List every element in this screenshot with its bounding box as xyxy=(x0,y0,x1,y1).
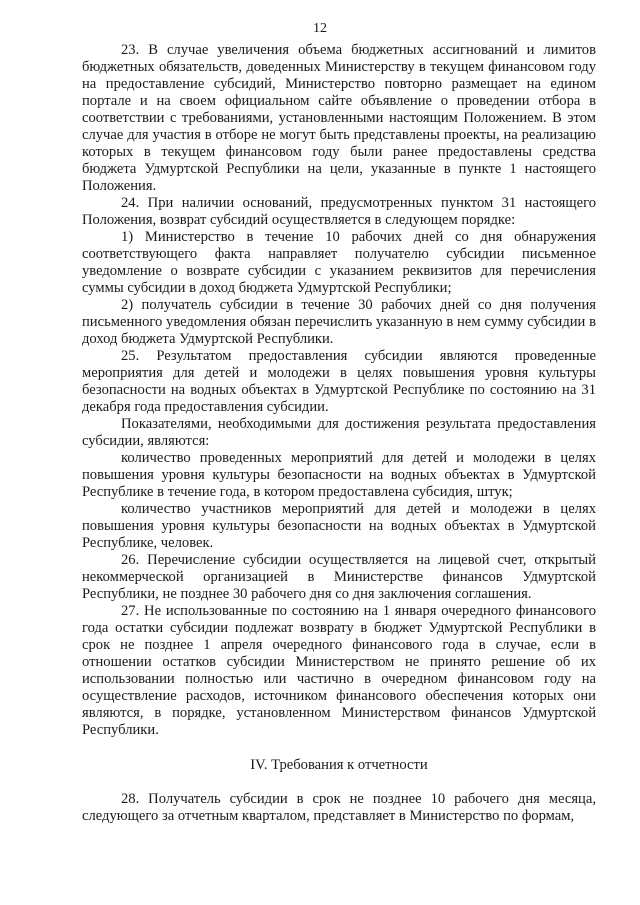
paragraph-25-indicators-intro: Показателями, необходимыми для достижения результата предоставления субсидии, являются: xyxy=(82,416,596,449)
page-number: 12 xyxy=(313,21,327,36)
paragraph-23: 23. В случае увеличения объема бюджетных ассигнований и лимитов бюджетных обязательств, доведенных Министерству в текущем финансовом году на предоставление субсидий, Министерство повторно размещает на едином портале и на своем официальном сайте объявление о проведении отбора в соответствии с требованиями, установленными настоящим Положением. В этом случае для участия в отборе не могут быть представлены проекты, на реализацию которых в текущем финансовом году были ранее предоставлены средства бюджета Удмуртской Республики на цели, указанные в пункте 1 настоящего Положения. xyxy=(82,42,596,194)
paragraph-26: 26. Перечисление субсидии осуществляется на лицевой счет, открытый некоммерческой организацией в Министерстве финансов Удмуртской Республики, не позднее 30 рабочего дня со дня заключения соглашения. xyxy=(82,552,596,602)
paragraph-25: 25. Результатом предоставления субсидии являются проведенные мероприятия для детей и молодежи в целях повышения уровня культуры безопасности на водных объектах в Удмуртской Республике по состоянию на 31 декабря года предоставления субсидии. xyxy=(82,348,596,415)
section-heading: IV. Требования к отчетности xyxy=(250,757,428,773)
paragraph-24: 24. При наличии оснований, предусмотренных пунктом 31 настоящего Положения, возврат субсидий осуществляется в следующем порядке: xyxy=(82,195,596,228)
paragraph-24-item-2: 2) получатель субсидии в течение 30 рабочих дней со дня получения письменного уведомления обязан перечислить указанную в нем сумму субсидии в доход бюджета Удмуртской Республики. xyxy=(82,297,596,347)
paragraph-25-indicator-participants: количество участников мероприятий для детей и молодежи в целях повышения уровня культуры безопасности на водных объектах в Удмуртской Республике, человек. xyxy=(82,501,596,551)
document-body xyxy=(82,42,596,825)
paragraph-28: 28. Получатель субсидии в срок не позднее 10 рабочего дня месяца, следующего за отчетным кварталом, представляет в Министерство по формам, xyxy=(82,791,596,824)
paragraph-27: 27. Не использованные по состоянию на 1 января очередного финансового года остатки субсидии подлежат возврату в бюджет Удмуртской Республики в срок не позднее 1 апреля очередного финансового года в случае, если в отношении остатков субсидии Министерством не принято решение об их использовании полностью или частично в очередном финансовом году на осуществление расходов, источником финансового обеспечения которых они являются, в порядке, установленном Министерством финансов Удмуртской Республики. xyxy=(82,603,596,738)
paragraph-24-item-1: 1) Министерство в течение 10 рабочих дней со дня обнаружения соответствующего факта направляет получателю субсидии письменное уведомление о возврате субсидии с указанием реквизитов для перечисления суммы субсидии в доход бюджета Удмуртской Республики; xyxy=(82,229,596,296)
paragraph-25-indicator-events: количество проведенных мероприятий для детей и молодежи в целях повышения уровня культуры безопасности на водных объектах в Удмуртской Республике в течение года, в котором предоставлена субсидия, штук; xyxy=(82,450,596,500)
